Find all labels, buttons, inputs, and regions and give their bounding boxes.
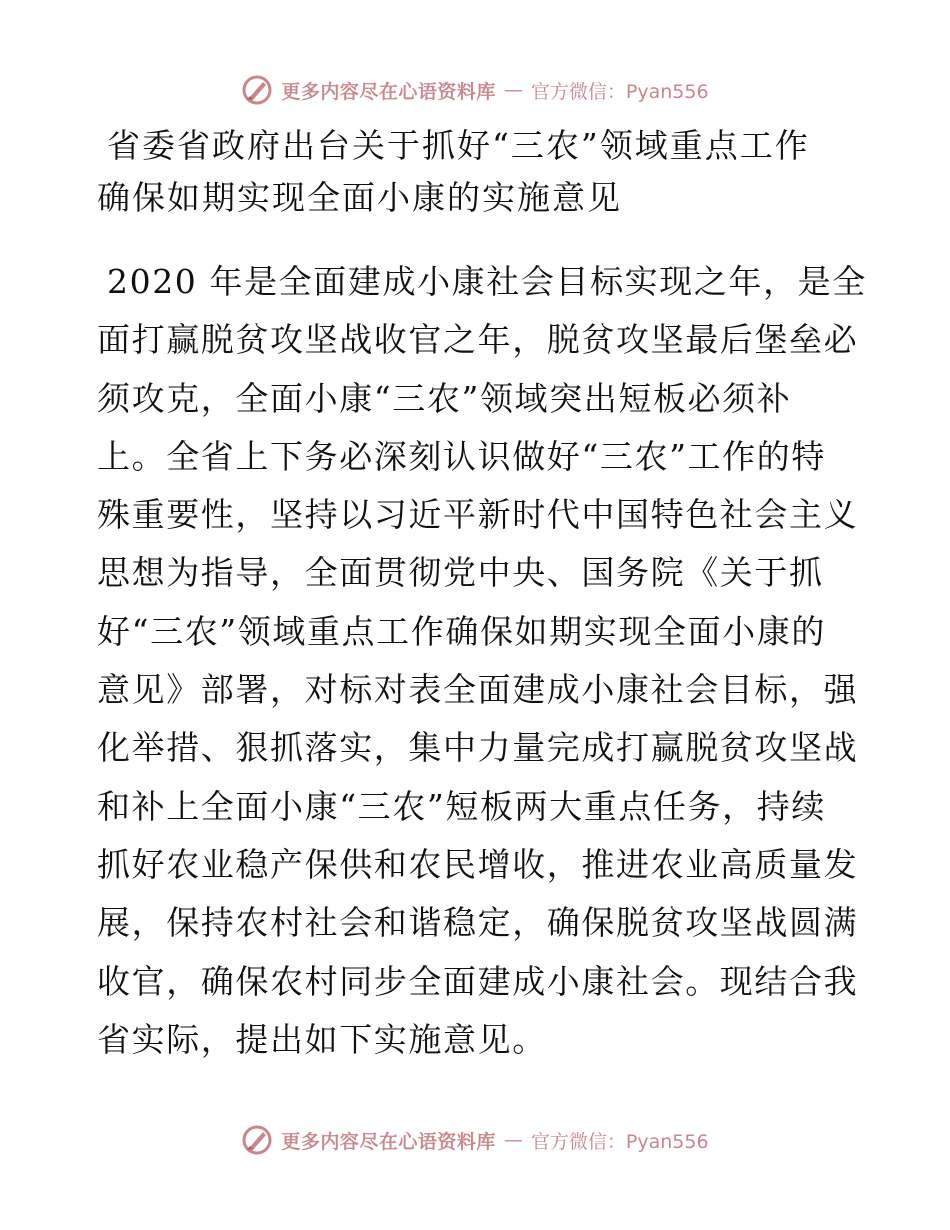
body-paragraph [97,253,867,1069]
body-line: 省实际，提出如下实施意见。 [97,1019,547,1059]
body-line: 和补上全面小康“三农”短板两大重点任务，持续 [97,786,826,826]
body-line: 展，保持农村社会和谐稳定，确保脱贫攻坚战圆满 [97,903,859,943]
body-line: 抓好农业稳产保供和农民增收，推进农业高质量发 [97,844,859,884]
body-line: 须攻克，全面小康“三农”领域突出短板必须补 [97,378,792,418]
body-line: 好“三农”领域重点工作确保如期实现全面小康的 [97,611,826,651]
watermark-separator: — [503,1129,523,1151]
pen-logo-icon [241,74,273,106]
body-line: 殊重要性，坚持以习近平新时代中国特色社会主义 [97,495,859,535]
pen-logo-icon [241,1124,273,1156]
body-line: 2020 年是全面建成小康社会目标实现之年，是全 [107,262,867,301]
body-line: 思想为指导，全面贯彻党中央、国务院《关于抓 [97,553,824,593]
watermark-contact: 官方微信：Pyan556 [530,80,709,103]
body-line: 化举措、狠抓落实，集中力量完成打赢脱贫攻坚战 [97,728,859,768]
footer-watermark [0,1120,950,1160]
body-line: 收官，确保农村同步全面建成小康社会。现结合我 [97,961,859,1001]
document-title [97,120,857,224]
watermark-site-text: 更多内容尽在心语资料库 [281,80,496,103]
header-watermark [0,70,950,110]
title-line: 确保如期实现全面小康的实施意见 [97,178,622,217]
watermark-contact: 官方微信：Pyan556 [530,1130,709,1153]
watermark-site-text: 更多内容尽在心语资料库 [281,1130,496,1153]
body-line: 意见》部署，对标对表全面建成小康社会目标，强 [97,670,859,710]
watermark-separator: — [503,79,523,101]
body-line: 面打赢脱贫攻坚战收官之年，脱贫攻坚最后堡垒必 [97,320,859,360]
body-line: 上。全省上下务必深刻认识做好“三农”工作的特 [97,436,826,476]
title-line: 省委省政府出台关于抓好“三农”领域重点工作 [107,126,810,165]
